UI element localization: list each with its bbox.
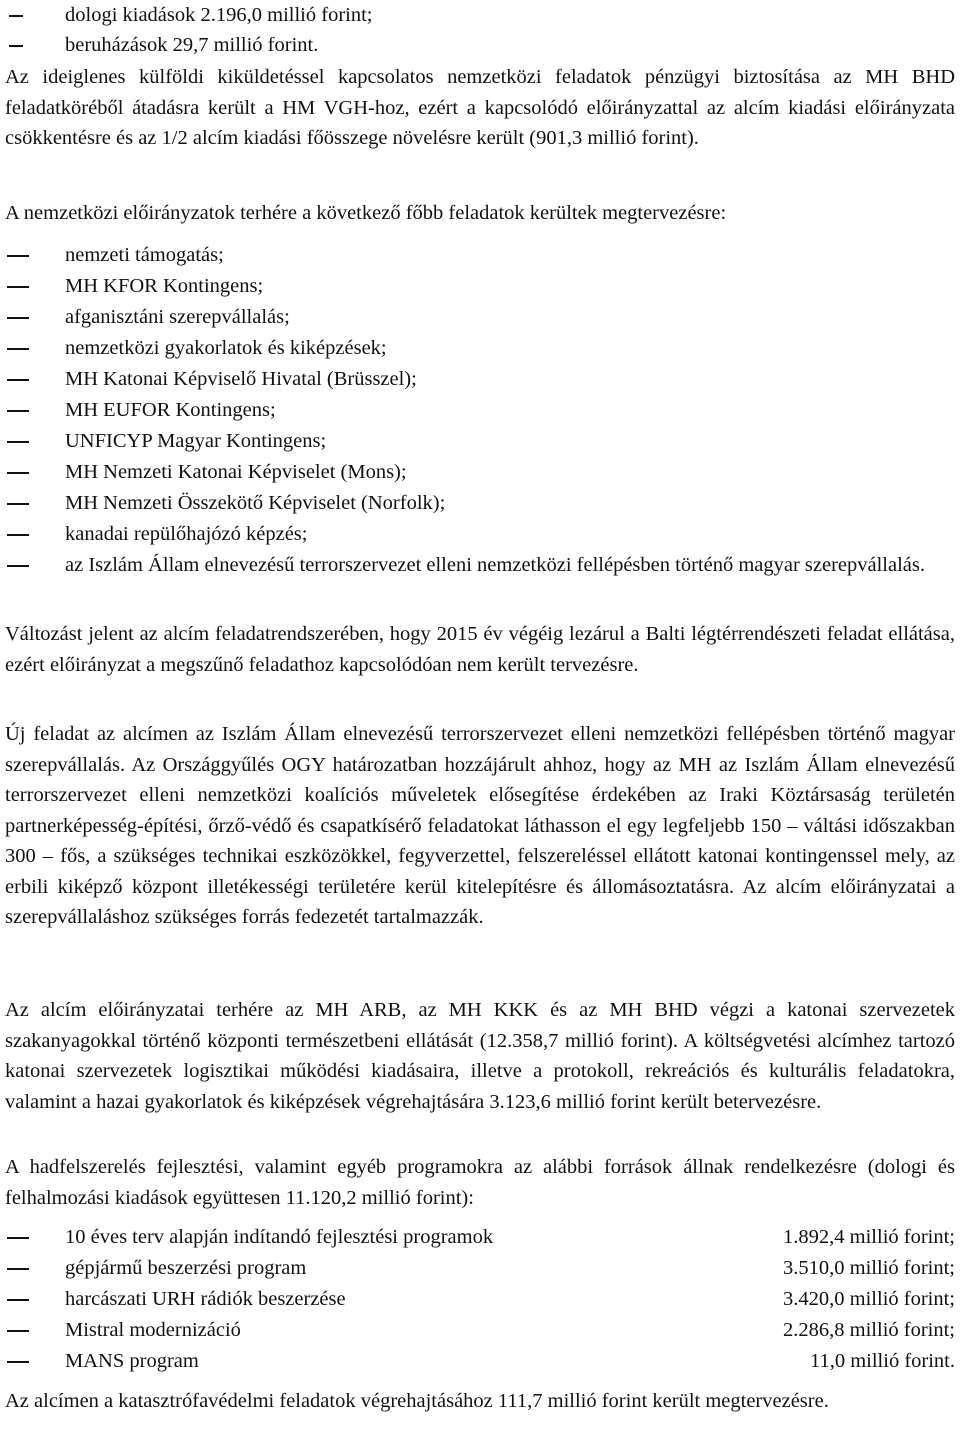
paragraph: Új feladat az alcímen az Iszlám Állam elnevezésű terrorszervezet elleni nemzetközi fellépésben történő magyar szerepvállalás. Az Országgyűlés OGY határozatban hozzájárult ahhoz, hogy az MH az Iszlám Állam elnevezésű terrorszervezet elleni nemzetközi koalíciós műveletek elősegítése érdekében az Iraki Köztársaság területén partnerképesség-építési, őrző-védő és csapatkísérő feladatokat láthasson el egy legfeljebb 150 – váltási időszakban 300 – fős, a szükséges technikai eszközökkel, fegyverzettel, felszereléssel ellátott katonai kontingenssel mely, az erbili kiképző központ illetékességi területére kerül kitelepítésre és állomásoztatásra. Az alcím előirányzatai a szerepvállaláshoz szükséges forrás fedezetét tartalmazzák. (5, 723, 955, 928)
list-item (5, 457, 955, 488)
paragraph: Az alcím előirányzatai terhére az MH ARB, az MH KKK és az MH BHD végzi a katonai szervezetek szakanyagokkal történő központi természetbeni ellátását (12.358,7 millió forint). A költségvetési alcímhez tartozó katonai szervezetek logisztikai működési kiadásaira, illetve a protokoll, rekreációs és kulturális feladatokra, valamint a hazai gyakorlatok és kiképzések végrehajtására 3.123,6 millió forint került betervezésre. (5, 999, 955, 1113)
list-item-text: afganisztáni szerepvállalás; (65, 306, 290, 328)
list-item-text: MH KFOR Kontingens; (65, 275, 264, 297)
dash-marker (7, 472, 29, 474)
program-item (5, 1346, 955, 1377)
list-item-text: dologi kiadások 2.196,0 millió forint; (65, 4, 373, 26)
list-item-text: nemzetközi gyakorlatok és kiképzések; (65, 337, 387, 359)
list-item-text: UNFICYP Magyar Kontingens; (65, 430, 327, 452)
list-item (5, 333, 955, 364)
list-item-text: kanadai repülőhajózó képzés; (65, 523, 308, 545)
program-amount: 3.510,0 millió forint; (783, 1257, 955, 1279)
dash-marker (7, 534, 29, 536)
dash-marker (7, 1237, 29, 1239)
list-item (5, 30, 955, 61)
dash-marker (7, 1330, 29, 1332)
program-item (5, 1315, 955, 1346)
dash-marker (7, 1268, 29, 1270)
list-item-text: beruházások 29,7 millió forint. (65, 34, 319, 56)
dash-marker (7, 348, 29, 350)
list-item-text: az Iszlám Állam elnevezésű terrorszervezet elleni nemzetközi fellépésben történő magyar szerepvállalás. (65, 554, 925, 576)
dash-marker (7, 441, 29, 443)
dash-marker (7, 317, 29, 319)
list-item (5, 240, 955, 271)
program-amount: 2.286,8 millió forint; (783, 1319, 955, 1341)
paragraph: A nemzetközi előirányzatok terhére a következő főbb feladatok kerültek megtervezésre: (5, 202, 727, 224)
program-name: MANS program (65, 1350, 199, 1372)
list-item (5, 364, 955, 395)
dash-marker (9, 15, 23, 17)
dash-marker (7, 565, 29, 567)
list-item (5, 302, 955, 333)
program-item (5, 1253, 955, 1284)
program-amount: 11,0 millió forint. (809, 1350, 955, 1372)
list-item (5, 0, 955, 31)
list-item (5, 271, 955, 302)
list-item-text: MH EUFOR Kontingens; (65, 399, 276, 421)
dash-marker (7, 379, 29, 381)
program-name: Mistral modernizáció (65, 1319, 241, 1341)
list-item-text: MH Nemzeti Összekötő Képviselet (Norfolk); (65, 492, 446, 514)
list-item (5, 426, 955, 457)
list-item (5, 395, 955, 426)
dash-marker (7, 410, 29, 412)
list-item (5, 519, 955, 550)
program-name: gépjármű beszerzési program (65, 1257, 307, 1279)
paragraph: Az ideiglenes külföldi kiküldetéssel kapcsolatos nemzetközi feladatok pénzügyi biztosítása az MH BHD feladatköréből átadásra került a HM VGH-hoz, ezért a kapcsolódó előirányzattal az alcím kiadási előirányzata csökkentésre és az 1/2 alcím kiadási főösszege növelésre került (901,3 millió forint). (5, 66, 955, 149)
program-amount: 3.420,0 millió forint; (783, 1288, 955, 1310)
dash-marker (7, 503, 29, 505)
paragraph: Az alcímen a katasztrófavédelmi feladatok végrehajtásához 111,7 millió forint került megtervezésre. (5, 1390, 829, 1412)
program-item (5, 1284, 955, 1315)
list-item-text: MH Nemzeti Katonai Képviselet (Mons); (65, 461, 407, 483)
dash-marker (7, 1361, 29, 1363)
list-item (5, 550, 955, 612)
list-item-text: nemzeti támogatás; (65, 244, 224, 266)
dash-marker (7, 286, 29, 288)
program-name: 10 éves terv alapján indítandó fejlesztési programok (65, 1226, 494, 1248)
dash-marker (7, 1299, 29, 1301)
dash-marker (9, 45, 23, 47)
program-name: harcászati URH rádiók beszerzése (65, 1288, 346, 1310)
paragraph: A hadfelszerelés fejlesztési, valamint egyéb programokra az alábbi források állnak rendelkezésre (dologi és felhalmozási kiadások együttesen 11.120,2 millió forint): (5, 1156, 955, 1209)
list-item-text: MH Katonai Képviselő Hivatal (Brüsszel); (65, 368, 417, 390)
program-item (5, 1222, 955, 1253)
program-amount: 1.892,4 millió forint; (783, 1226, 955, 1248)
dash-marker (7, 255, 29, 257)
paragraph: Változást jelent az alcím feladatrendszerében, hogy 2015 év végéig lezárul a Balti légtérrendészeti feladat ellátása, ezért előirányzat a megszűnő feladathoz kapcsolódóan nem került tervezésre. (5, 623, 955, 676)
list-item (5, 488, 955, 519)
